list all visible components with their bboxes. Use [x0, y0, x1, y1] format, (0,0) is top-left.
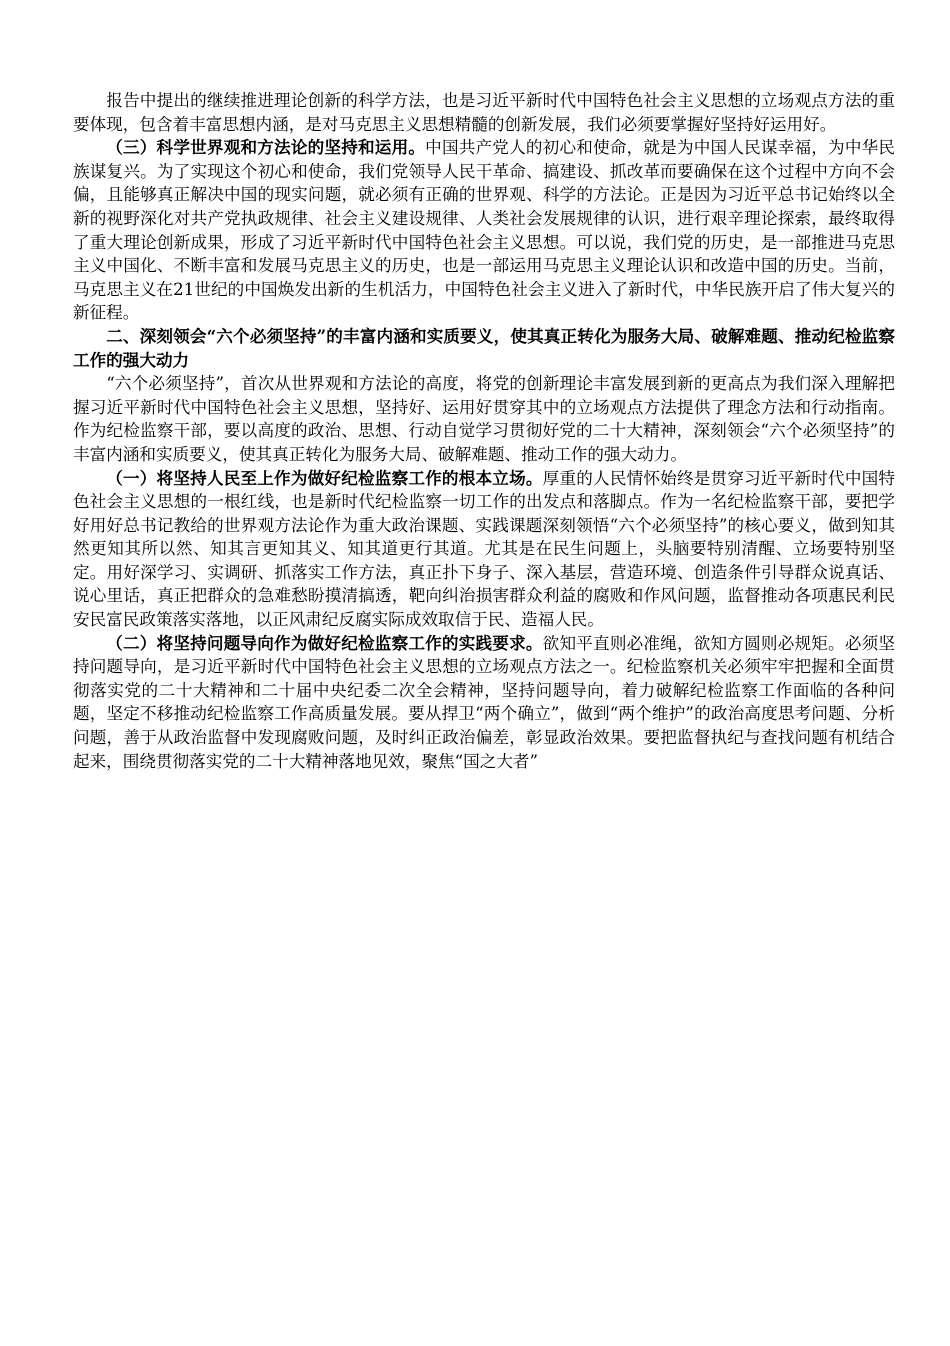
paragraph-six-musts: [73, 372, 895, 466]
section-heading: 二、深刻领会“六个必须坚持”的丰富内涵和实质要义，使其真正转化为服务大局、破解难题、推动纪检监察工作的强大动力: [73, 325, 895, 370]
section-heading-2: [73, 325, 895, 372]
paragraph-text: 中国共产党人的初心和使命，就是为中国人民谋幸福，为中华民族谋复兴。为了实现这个初心和使命，我们党领导人民干革命、搞建设、抓改革而要确保在这个过程中方向不会偏，且能够真正解决中国的现实问题，就必须有正确的世界观、科学的方法论。正是因为习近平总书记始终以全新的视野深化对共产党执政规律、社会主义建设规律、人类社会发展规律的认识，进行艰辛理论探索，最终取得了重大理论创新成果，形成了习近平新时代中国特色社会主义思想。可以说，我们党的历史，是一部推进马克思主义中国化、不断丰富和发展马克思主义的历史，也是一部运用马克思主义理论认识和改造中国的历史。当前，马克思主义在21世纪的中国焕发出新的生机活力，中国特色社会主义进入了新时代，中华民族开启了伟大复兴的新征程。: [73, 138, 896, 323]
paragraph-text: 报告中提出的继续推进理论创新的科学方法，也是习近平新时代中国特色社会主义思想的立场观点方法的重要体现，包含着丰富思想内涵，是对马克思主义思想精髓的创新发展，我们必须要掌握好坚持好运用好。: [73, 91, 895, 134]
document-body: [73, 89, 895, 773]
paragraph-text: 厚重的人民情怀始终是贯穿习近平新时代中国特色社会主义思想的一根红线，也是新时代纪检监察一切工作的出发点和落脚点。作为一名纪检监察干部，要把学好用好总书记教给的世界观方法论作为重大政治课题、实践课题深刻领悟“六个必须坚持”的核心要义，做到知其然更知其所以然、知其言更知其义、知其道更行其道。尤其是在民生问题上，头脑要特别清醒、立场要特别坚定。用好深学习、实调研、抓落实工作方法，真正扑下身子、深入基层，营造环境、创造条件引导群众说真话、说心里话，真正把群众的急难愁盼摸清搞透，靶向纠治损害群众利益的腐败和作风问题，监督推动各项惠民利民安民富民政策落实落地，以正风肃纪反腐实际成效取信于民、造福人民。: [73, 468, 896, 630]
subsection-heading: （三）科学世界观和方法论的坚持和运用。: [106, 137, 426, 158]
paragraph-subsection-1: [73, 467, 895, 632]
paragraph-text: 欲知平直则必准绳，欲知方圆则必规矩。必须坚持问题导向，是习近平新时代中国特色社会主义思想的立场观点方法之一。纪检监察机关必须牢牢把握和全面贯彻落实党的二十大精神和二十届中央纪委二次全会精神，坚持问题导向，着力破解纪检监察工作面临的各种问题，坚定不移推动纪检监察工作高质量发展。要从捍卫“两个确立”，做到“两个维护”的政治高度思考问题、分析问题，善于从政治监督中发现腐败问题，及时纠正政治偏差，彰显政治效果。要把监督执纪与查找问题有机结合起来，围绕贯彻落实党的二十大精神落地见效，聚焦“国之大者”: [73, 633, 896, 771]
paragraph-intro: [73, 89, 895, 136]
paragraph-section-3: [73, 136, 895, 325]
paragraph-subsection-2: [73, 632, 895, 774]
paragraph-text: “六个必须坚持”，首次从世界观和方法论的高度，将党的创新理论丰富发展到新的更高点为我们深入理解把握习近平新时代中国特色社会主义思想，坚持好、运用好贯穿其中的立场观点方法提供了理念方法和行动指南。作为纪检监察干部，要以高度的政治、思想、行动自觉学习贯彻好党的二十大精神，深刻领会“六个必须坚持”的丰富内涵和实质要义，使其真正转化为服务大局、破解难题、推动工作的强大动力。: [73, 374, 895, 464]
subsection-heading: （一）将坚持人民至上作为做好纪检监察工作的根本立场。: [106, 467, 543, 488]
subsection-heading: （二）将坚持问题导向作为做好纪检监察工作的实践要求。: [106, 632, 543, 653]
